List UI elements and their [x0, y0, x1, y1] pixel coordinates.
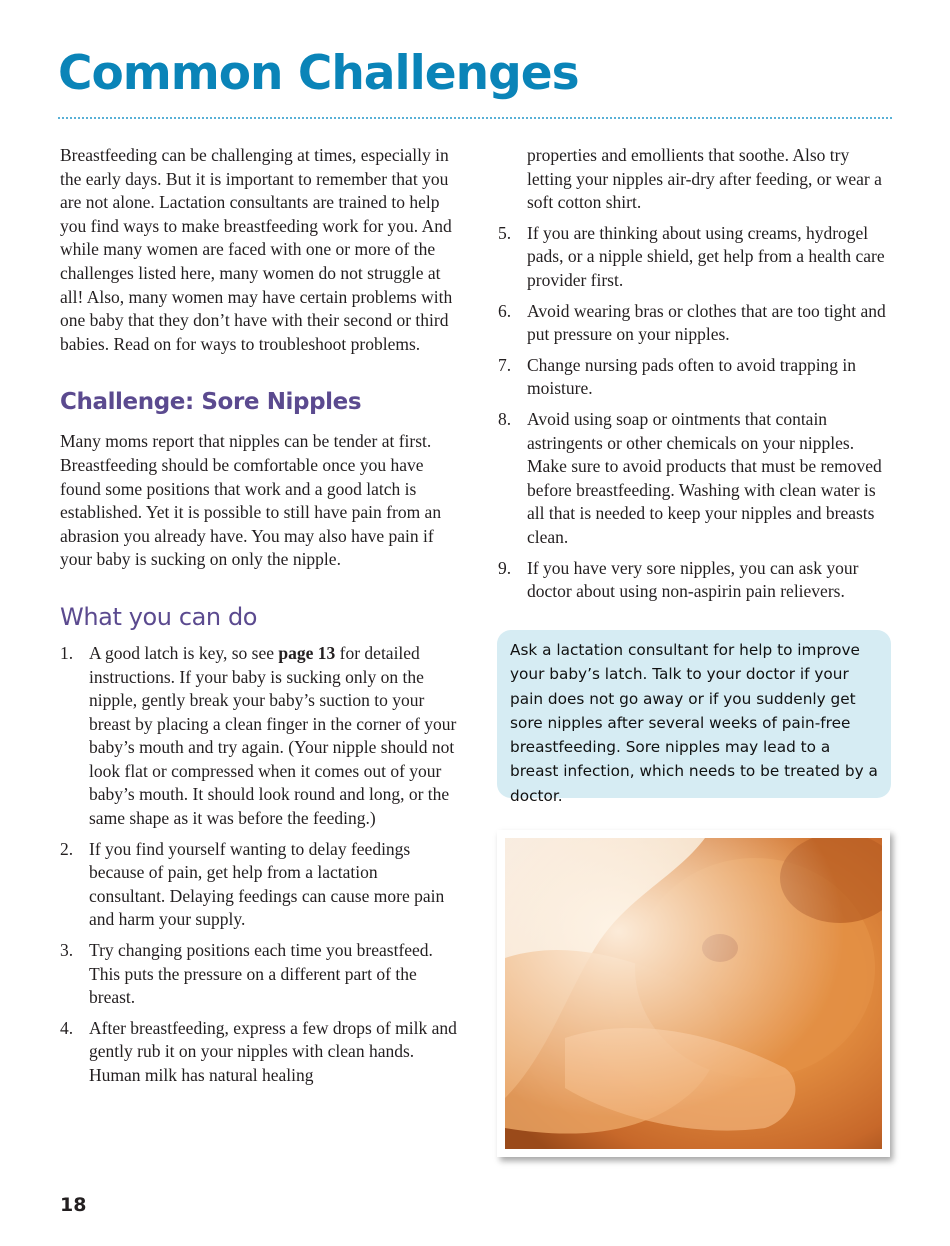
- list-item-text: If you are thinking about using creams, hydrogel pads, or a nipple shield, get help from a health care provider first.: [527, 222, 885, 290]
- breastfeeding-photo: [497, 830, 890, 1157]
- list-item-number: 2.: [60, 838, 74, 859]
- title-divider: [58, 117, 892, 119]
- list-item-text: Try changing positions each time you breastfeed. This puts the pressure on a different part of the breast.: [89, 940, 433, 1008]
- list-item: [498, 354, 894, 401]
- list-item-text: If you find yourself wanting to delay feedings because of pain, get help from a lactation consultant. Delaying feedings can cause more pain and harm your supply.: [89, 838, 445, 930]
- right-column: [498, 144, 894, 611]
- list-item-number: 9.: [498, 557, 512, 578]
- page-number: 18: [60, 1194, 87, 1216]
- list-item-number: 3.: [60, 940, 74, 961]
- list-item: [498, 557, 894, 604]
- callout-text: Ask a lactation consultant for help to improve your baby’s latch. Talk to your doctor if your pain does not go away or if you suddenly get sore nipples after several weeks of pain-free breastfeeding. Sore nipples may lead to a breast infection, which needs to be treated by a doctor.: [510, 641, 878, 805]
- list-item-text: If you have very sore nipples, you can ask your doctor about using non-aspirin pain relievers.: [527, 557, 859, 602]
- list-item-text: Change nursing pads often to avoid trapping in moisture.: [527, 354, 857, 399]
- list-item: [60, 838, 458, 932]
- list-item: [498, 408, 894, 550]
- list-item-text: Avoid wearing bras or clothes that are too tight and put pressure on your nipples.: [527, 300, 886, 345]
- list-item-number: 7.: [498, 354, 512, 375]
- list-item-number: 8.: [498, 408, 512, 429]
- tips-list-left: [60, 642, 458, 1088]
- tips-list-right: [498, 222, 894, 604]
- list-item: 1. A good latch is key, so see page 13 for detailed instructions. If your baby is sucking only on the nipple, gently break your baby’s suction to your breast by placing a clean finger in the corner of your baby’s mouth and try again. (Your nipple should not look flat or compressed when it comes out of your baby’s mouth. It should look round and long, or the same shape as it was before the feeding.): [60, 642, 457, 829]
- list-item-number: 5.: [498, 222, 512, 243]
- list-item-continuation: properties and emollients that soothe. Also try letting your nipples air-dry after feeding, or wear a soft cotton shirt.: [527, 145, 882, 213]
- section-heading: Challenge: Sore Nipples: [60, 389, 362, 416]
- list-item: [60, 1017, 458, 1088]
- list-item-number: 4.: [60, 1017, 74, 1038]
- photo-illustration: [505, 838, 882, 1149]
- list-item-number: 6.: [498, 300, 512, 321]
- intro-paragraph: Breastfeeding can be challenging at times, especially in the early days. But it is important to remember that you are not alone. Lactation consultants are trained to help you find ways to make breastfeeding work for you. And while many women are faced with one or more of the challenges listed here, many women do not struggle at all! Also, many women may have certain problems with one baby that they don’t have with their second or third babies. Read on for ways to troubleshoot problems.: [60, 145, 453, 354]
- what-you-can-do-heading: What you can do: [60, 602, 258, 631]
- left-column: [60, 144, 458, 1095]
- page-title: Common Challenges: [58, 46, 579, 101]
- page-reference: page 13: [278, 642, 336, 663]
- list-item-text: After breastfeeding, express a few drops of milk and gently rub it on your nipples with clean hands. Human milk has natural healing: [89, 1017, 457, 1085]
- tip-callout-box: [497, 630, 891, 805]
- list-item-text: Avoid using soap or ointments that contain astringents or other chemicals on your nipples. Make sure to avoid products that must be removed before breastfeeding. Washing with clean water is all that is needed to keep your nipples and breasts clean.: [527, 408, 882, 547]
- list-item: [498, 222, 894, 293]
- section-paragraph: Many moms report that nipples can be tender at first. Breastfeeding should be comfortable once you have found some positions that work and a good latch is established. Yet it is possible to still have pain from an abrasion you already have. You may also have pain if your baby is sucking on only the nipple.: [60, 431, 442, 570]
- list-item: [60, 939, 458, 1010]
- list-item-number: 1.: [60, 642, 74, 663]
- list-item: [498, 300, 894, 347]
